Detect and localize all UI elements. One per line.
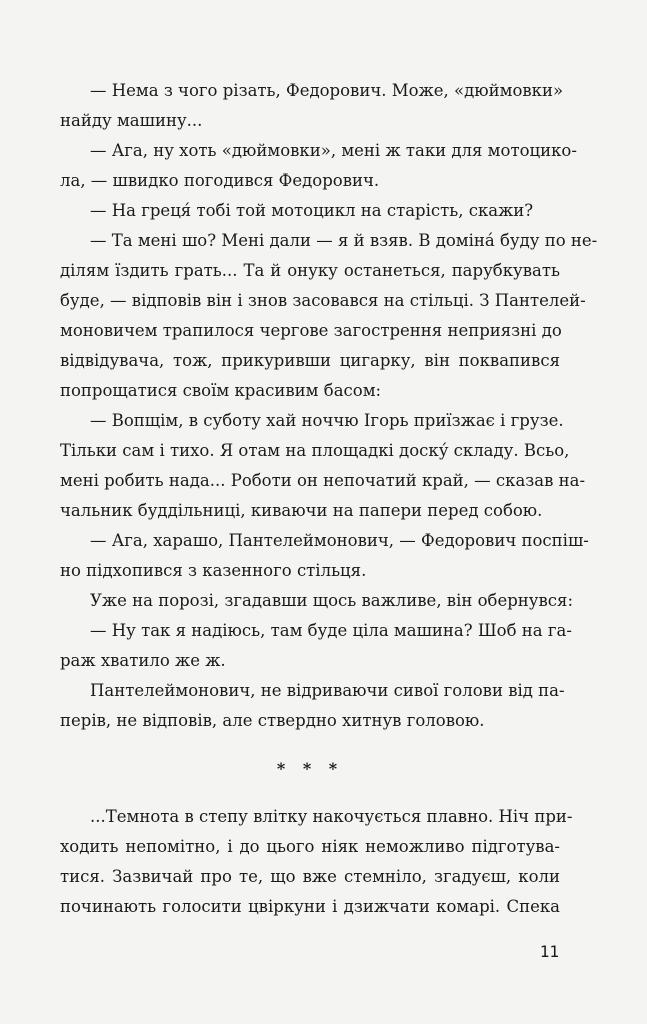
paragraph [60,196,560,226]
section-separator: * * * [276,759,344,778]
text-line: буде, — відповів він і знов засовався на стільці. З Пантелей- [60,291,586,310]
text-line: ...Темнота в степу влітку накочується плавно. Ніч при- [90,807,573,826]
text-line: відвідувача, тож, прикуривши цигарку, він поквапився [60,351,560,370]
text-line: найду машину... [60,111,203,130]
paragraph [60,616,572,676]
text-line: ла, — швидко погодився Федорович. [60,171,380,190]
text-line: тися. Зазвичай про те, що вже стемніло, згадуєш, коли [60,867,560,886]
text-line: раж хватило же ж. [60,651,226,670]
text-line: починають голосити цвіркуни і дзижчати комарі. Спека [60,897,560,916]
text-line: но підхопився з казенного стільця. [60,561,367,580]
paragraph [60,136,577,196]
text-line: — Ага, харашо, Пантелеймонович, — Федорович поспіш- [90,531,589,550]
text-line: чальник буддільниці, киваючи на папери перед собою. [60,501,543,520]
text-block-bottom [60,802,573,922]
paragraph [60,76,564,136]
text-line: Уже на порозі, згадавши щось важливе, він обернувся: [90,591,574,610]
text-line: — Нема з чого різать, Федорович. Може, «дюймовки» [90,81,564,100]
text-line: моновичем трапилося чергове загострення неприязні до [60,321,562,340]
paragraph [60,802,573,922]
text-line: ходить непомітно, і до цього ніяк неможливо підготува- [60,837,560,856]
text-line: попрощатися своїм красивим басом: [60,381,382,400]
text-line: Пантелеймонович, не відриваючи сивої голови від па- [90,681,565,700]
text-line: Тільки сам і тихо. Я отам на площадкі доску́ складу. Всьо, [60,441,570,460]
text-line: — Вопщім, в суботу хай ноччю Ігорь приїзжає і грузе. [90,411,564,430]
paragraph [60,526,589,586]
page-number: 11 [539,942,559,961]
text-line: перів, не відповів, але ствердно хитнув головою. [60,711,485,730]
paragraph [60,586,574,616]
text-line: — Та мені шо? Мені дали — я й взяв. В доміна́ буду по не- [90,231,598,250]
paragraph [60,226,598,406]
text-line: — Ага, ну хоть «дюймовки», мені ж таки для мотоцико- [90,141,577,160]
page-body [60,76,598,922]
text-line: — Ну так я надіюсь, там буде ціла машина? Шоб на га- [90,621,572,640]
text-line: мені робить нада... Роботи он непочатий край, — сказав на- [60,471,586,490]
text-line: ділям їздить грать... Та й онуку останеться, парубкувать [60,261,560,280]
paragraph [60,676,565,736]
text-line: — На греця́ тобі той мотоцикл на старість, скажи? [90,201,534,220]
paragraph [60,406,586,526]
text-block-top [60,76,598,736]
